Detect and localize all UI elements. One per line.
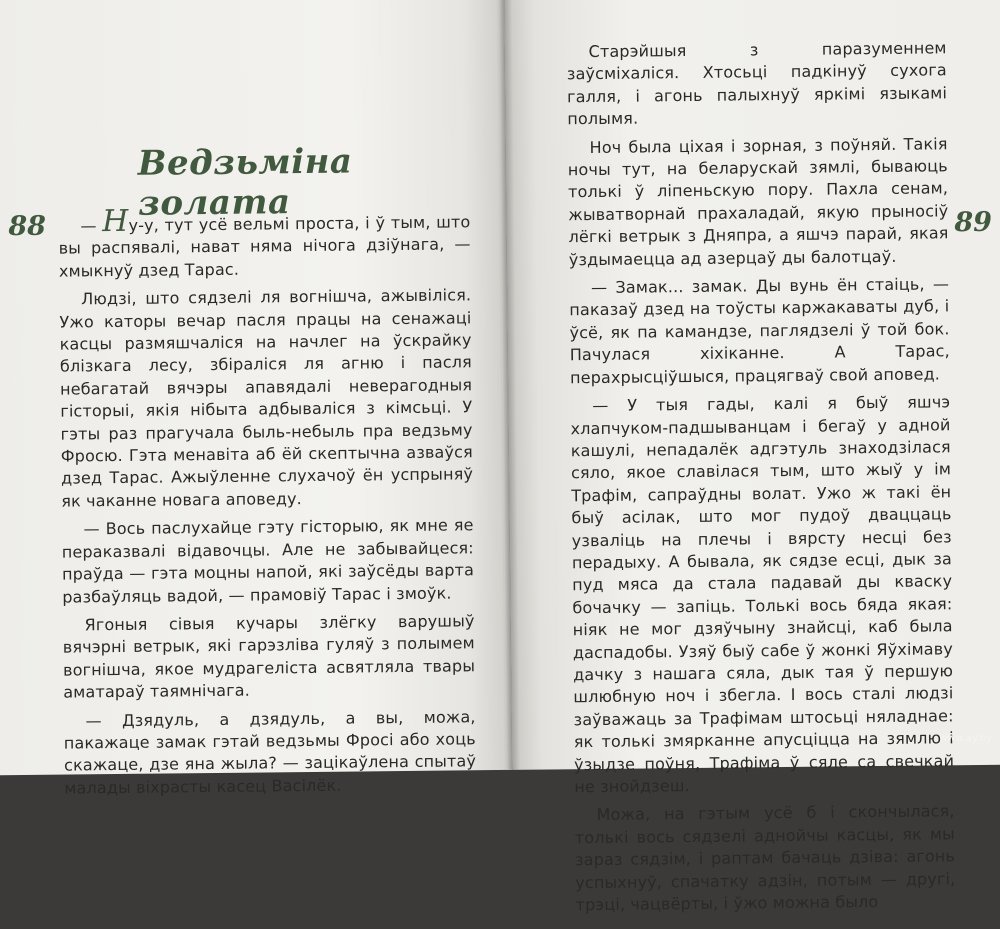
left-page-text [58, 203, 477, 805]
watermark: www.ay.by [939, 733, 992, 744]
paragraph: — Замак... замак. Ды вунь ён стаіць, — паказаў дзед на тоўсты каржакаваты дуб, і ўсё, як па камандзе, паглядзелі ў той бок. Пачулася хіхіканне. А Тарас, перахрысціўшыся, працягваў свой аповед. [569, 274, 950, 387]
paragraph-text: у-у, тут усё вельмі проста, і ў тым, што вы распявалі, нават няма нічога дзіўнага, — хмыкнуў дзед Тарас. [58, 212, 471, 281]
paragraph: Можа, на гэтым усё б і скончылася, толькі вось сядзелі аднойчы касцы, як мы зараз сядзім, і раптам бачаць дзіва: агонь успыхнуў, спачатку адзін, потым — другі, трэці, чацвёрты, і ўжо можна было [574, 801, 956, 915]
paragraph: Людзі, што сядзелі ля вогнішча, ажывіліся. Ужо каторы вечар пасля працы на сенажаці касцы размяшчаліся на начлег на ўскрайку блізкага лесу, збіраліся ля агню і пасля небагатай вячэры апавядалі неверагодныя гісторыі, якія нібыта адбываліся з кімсьці. У гэты раз прагучала быль-небыль пра ведзьму Фросю. Гэта менавіта аб ёй скептычна азваўся дзед Тарас. Ажыўленне слухачоў ён успрыняў як чаканне новага аповеду. [59, 285, 474, 511]
page-number-right: 89 [954, 206, 993, 239]
paragraph: — У тыя гады, калі я быў яшчэ хлапчуком-падшыванцам і бегаў у адной кашулі, непадалёк адгэтуль знаходзілася сяло, якое славілася тым, што жыў у ім Трафім, сапраўдны волат. Ужо ж такі ён быў асілак, што мог пудоў дваццаць узваліць на плечы і вярсту несці без перадыху. А бывала, як сядзе есці, дык за пуд мяса да стала падавай ды кваску бочачку — запіць. Толькі вось бяда якая: ніяк не мог дзяўчыну знайсці, каб была даспадобы. Узяў быў сабе ў жонкі Яўхімаву дачку з нашага сяла, дык тая ў першую шлюбную ноч і збегла. І вось сталі людзі заўважаць за Трафімам штосьці няладнае: як толькі змярканне апусціцца на зямлю і ўзыдзе поўня, Трафіма ў сяле са свечкай не знойдзеш. [570, 392, 955, 797]
paragraph: — Дзядуль, а дзядуль, а вы, можа, пакажаце замак гэтай ведзьмы Фросі або хоць скажаце, дзе яна жыла? — зацікаўлена спытаў малады віхрасты касец Васілёк. [63, 706, 477, 798]
drop-cap: Н [102, 203, 129, 240]
paragraph: — Вось паслухайце гэту гісторыю, як мне яе пераказвалі відавочцы. Але не забывайцеся: праўда — гэта моцны напой, які заўсёды варта разбаўляць вадой, — прамовіў Тарас і змоўк. [61, 515, 475, 607]
left-page [0, 0, 512, 798]
dash: — [80, 216, 103, 236]
paragraph: Ноч была ціхая і зорная, з поўняй. Такія ночы тут, на беларускай зямлі, бываюць толькі ў ліпеньскую пору. Пахла сенам, жыватворнай прахаладай, якую прыносіў лёгкі ветрык з Дняпра, а яшчэ парай, якая ўздымаецца ад азерцаў ды балотцаў. [567, 133, 949, 269]
paragraph: Ягоныя сівыя кучары злёгку варушыў вячэрні ветрык, які гарэзліва гуляў з полымем вогнішча, якое мудрагеліста асвятляла твары аматараў таямнічага. [62, 611, 476, 702]
chapter-title: Ведзьміна золата [137, 141, 353, 224]
page-number-left: 88 [8, 210, 47, 243]
right-page-text [567, 37, 956, 922]
right-page [504, 0, 1000, 915]
paragraph [58, 203, 471, 283]
paragraph: Старэйшыя з паразуменнем заўсміхаліся. Хтосьці падкінуў сухога галля, і агонь палыхнуў яркімі языкамі полымя. [566, 38, 948, 129]
